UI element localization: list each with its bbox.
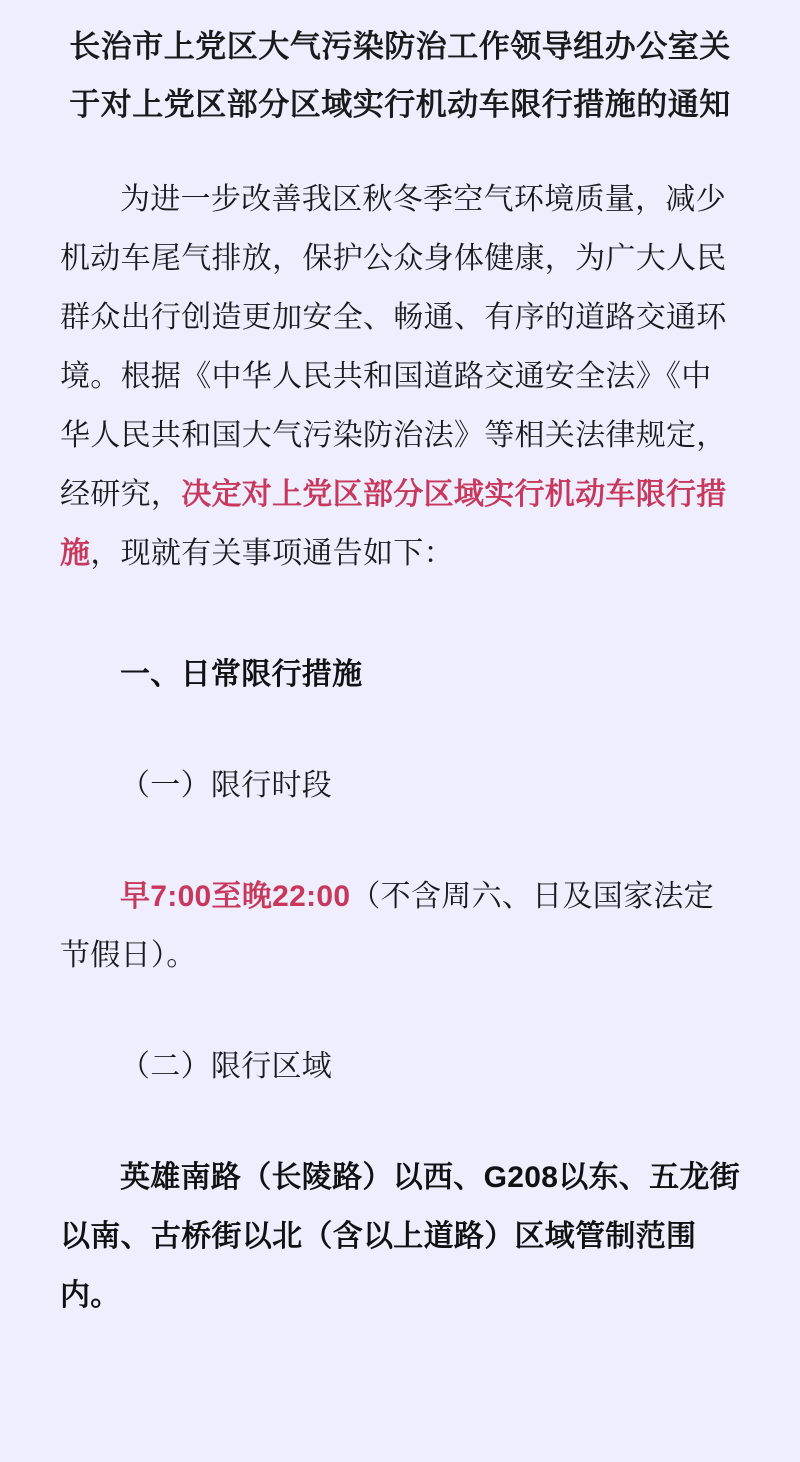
spacer [60,985,740,1037]
limit-area-paragraph [60,1148,740,1325]
limit-time-emphasis: 早7:00至晚22:00 [120,880,351,913]
spacer [60,583,740,645]
subsection-two-heading: （二）限行区域 [120,1050,333,1083]
limit-time-paragraph [60,867,740,985]
limit-time-rest: （不含周六、日及国家法定节假日）。 [60,880,714,972]
intro-text-part2: ，现就有关事项通告如下： [90,537,454,570]
section-one-heading: 一、日常限行措施 [120,658,363,691]
spacer [60,1096,740,1148]
intro-text-part1: 为进一步改善我区秋冬季空气环境质量，减少机动车尾气排放，保护公众身体健康，为广大人民群众出行创造更加安全、畅通、有序的道路交通环境。根据《中华人民共和国道路交通安全法》《中华人民共和国大气污染防治法》等相关法律规定，经研究， [60,183,727,511]
limit-area-text: 英雄南路（长陵路）以西、G208以东、五龙街以南、古桥街以北（含以上道路）区域管制范围内。 [60,1161,740,1312]
spacer [60,704,740,756]
subsection-one-heading: （一）限行时段 [120,769,333,802]
page-title: 长治市上党区大气污染防治工作领导组办公室关于对上党区部分区域实行机动车限行措施的通知 [69,29,731,122]
intro-emphasis: 决定对上党区部分区域实行机动车限行措施 [60,478,727,570]
spacer [60,815,740,867]
intro-paragraph [60,170,740,583]
